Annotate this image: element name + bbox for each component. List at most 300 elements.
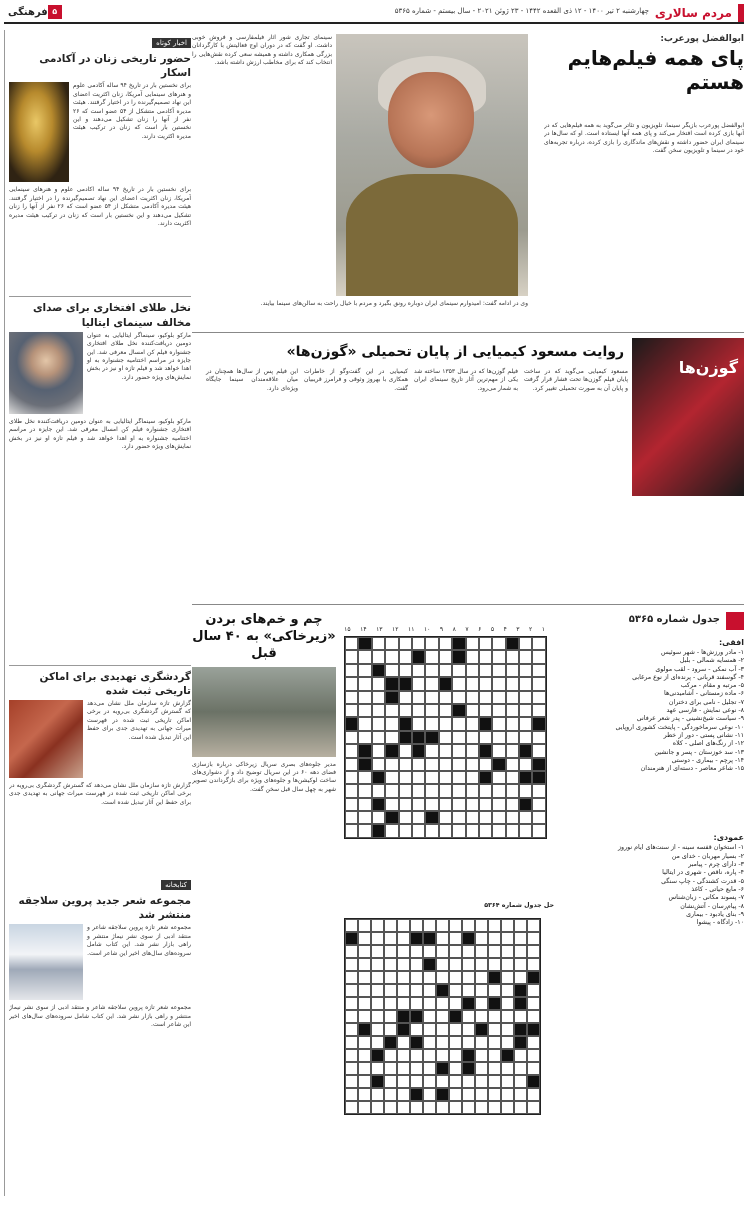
solution-cell[interactable] [384,1049,397,1062]
solution-cell[interactable] [410,997,423,1010]
solution-cell[interactable] [475,997,488,1010]
solution-cell[interactable] [501,1010,514,1023]
solution-cell[interactable] [397,932,410,945]
solution-cell[interactable] [384,1010,397,1023]
crossword-cell[interactable] [519,744,532,757]
solution-cell[interactable] [488,997,501,1010]
crossword-cell[interactable] [425,650,438,663]
crossword-cell[interactable] [358,650,371,663]
crossword-cell[interactable] [479,811,492,824]
crossword-cell[interactable] [532,744,545,757]
solution-cell[interactable] [423,1101,436,1114]
crossword-cell[interactable] [532,677,545,690]
solution-cell[interactable] [436,1010,449,1023]
solution-cell[interactable] [397,971,410,984]
solution-cell[interactable] [514,958,527,971]
solution-cell[interactable] [358,1010,371,1023]
solution-cell[interactable] [501,1101,514,1114]
solution-cell[interactable] [462,1101,475,1114]
crossword-cell[interactable] [385,744,398,757]
crossword-cell[interactable] [532,717,545,730]
crossword-cell[interactable] [466,704,479,717]
crossword-cell[interactable] [479,798,492,811]
solution-cell[interactable] [384,945,397,958]
solution-cell[interactable] [410,971,423,984]
solution-cell[interactable] [436,1075,449,1088]
crossword-cell[interactable] [506,664,519,677]
crossword-cell[interactable] [439,758,452,771]
solution-cell[interactable] [514,1023,527,1036]
crossword-cell[interactable] [479,717,492,730]
solution-cell[interactable] [462,984,475,997]
solution-cell[interactable] [514,932,527,945]
solution-cell[interactable] [475,1036,488,1049]
solution-cell[interactable] [410,945,423,958]
solution-cell[interactable] [449,984,462,997]
solution-cell[interactable] [436,971,449,984]
crossword-cell[interactable] [345,824,358,837]
crossword-cell[interactable] [492,664,505,677]
solution-cell[interactable] [358,984,371,997]
crossword-cell[interactable] [358,717,371,730]
solution-cell[interactable] [488,919,501,932]
solution-cell[interactable] [514,1088,527,1101]
solution-cell[interactable] [345,984,358,997]
crossword-cell[interactable] [425,744,438,757]
crossword-cell[interactable] [412,704,425,717]
crossword-cell[interactable] [519,731,532,744]
crossword-cell[interactable] [399,758,412,771]
crossword-cell[interactable] [479,650,492,663]
crossword-cell[interactable] [492,771,505,784]
crossword-cell[interactable] [506,744,519,757]
solution-cell[interactable] [397,1062,410,1075]
crossword-cell[interactable] [399,731,412,744]
solution-cell[interactable] [488,1023,501,1036]
crossword-cell[interactable] [345,664,358,677]
solution-cell[interactable] [397,1049,410,1062]
crossword-cell[interactable] [492,677,505,690]
solution-cell[interactable] [475,958,488,971]
crossword-cell[interactable] [466,677,479,690]
solution-cell[interactable] [501,932,514,945]
crossword-cell[interactable] [372,758,385,771]
solution-cell[interactable] [488,971,501,984]
solution-cell[interactable] [423,1088,436,1101]
crossword-cell[interactable] [492,731,505,744]
solution-cell[interactable] [475,1075,488,1088]
crossword-cell[interactable] [399,650,412,663]
solution-cell[interactable] [475,1023,488,1036]
crossword-cell[interactable] [425,704,438,717]
solution-cell[interactable] [488,1010,501,1023]
crossword-cell[interactable] [412,824,425,837]
solution-cell[interactable] [358,1101,371,1114]
crossword-cell[interactable] [479,744,492,757]
solution-cell[interactable] [501,1088,514,1101]
solution-cell[interactable] [475,1101,488,1114]
crossword-cell[interactable] [479,691,492,704]
crossword-cell[interactable] [466,691,479,704]
solution-cell[interactable] [371,1049,384,1062]
crossword-cell[interactable] [506,784,519,797]
crossword-cell[interactable] [452,650,465,663]
crossword-cell[interactable] [372,704,385,717]
solution-cell[interactable] [410,984,423,997]
solution-cell[interactable] [345,945,358,958]
solution-cell[interactable] [462,1062,475,1075]
crossword-cell[interactable] [466,771,479,784]
solution-cell[interactable] [371,932,384,945]
solution-cell[interactable] [423,984,436,997]
crossword-cell[interactable] [452,824,465,837]
crossword-cell[interactable] [385,811,398,824]
solution-cell[interactable] [397,1010,410,1023]
crossword-cell[interactable] [452,771,465,784]
solution-cell[interactable] [501,971,514,984]
crossword-cell[interactable] [506,717,519,730]
solution-cell[interactable] [410,958,423,971]
crossword-cell[interactable] [345,637,358,650]
crossword-cell[interactable] [385,824,398,837]
solution-cell[interactable] [475,919,488,932]
solution-cell[interactable] [397,1075,410,1088]
solution-cell[interactable] [527,1075,540,1088]
crossword-cell[interactable] [492,637,505,650]
solution-cell[interactable] [358,958,371,971]
crossword-cell[interactable] [345,704,358,717]
crossword-cell[interactable] [372,771,385,784]
solution-cell[interactable] [475,1049,488,1062]
crossword-cell[interactable] [358,744,371,757]
solution-cell[interactable] [514,919,527,932]
solution-cell[interactable] [345,1101,358,1114]
crossword-cell[interactable] [372,650,385,663]
solution-cell[interactable] [527,1088,540,1101]
solution-cell[interactable] [358,945,371,958]
crossword-cell[interactable] [358,677,371,690]
solution-cell[interactable] [449,919,462,932]
crossword-cell[interactable] [372,664,385,677]
crossword-cell[interactable] [399,784,412,797]
crossword-cell[interactable] [439,664,452,677]
solution-cell[interactable] [423,1062,436,1075]
solution-cell[interactable] [501,958,514,971]
crossword-cell[interactable] [532,811,545,824]
crossword-cell[interactable] [412,637,425,650]
crossword-cell[interactable] [399,664,412,677]
crossword-cell[interactable] [466,717,479,730]
crossword-cell[interactable] [358,731,371,744]
solution-cell[interactable] [410,919,423,932]
crossword-cell[interactable] [466,650,479,663]
crossword-cell[interactable] [439,784,452,797]
crossword-cell[interactable] [479,771,492,784]
crossword-cell[interactable] [519,798,532,811]
crossword-cell[interactable] [425,824,438,837]
crossword-cell[interactable] [412,731,425,744]
solution-cell[interactable] [514,997,527,1010]
crossword-cell[interactable] [492,824,505,837]
crossword-cell[interactable] [358,771,371,784]
solution-cell[interactable] [410,1010,423,1023]
crossword-cell[interactable] [439,771,452,784]
solution-cell[interactable] [462,1088,475,1101]
solution-cell[interactable] [384,1088,397,1101]
crossword-cell[interactable] [412,798,425,811]
crossword-cell[interactable] [372,798,385,811]
solution-cell[interactable] [527,1036,540,1049]
solution-cell[interactable] [514,1101,527,1114]
crossword-cell[interactable] [385,758,398,771]
crossword-cell[interactable] [532,637,545,650]
crossword-cell[interactable] [466,784,479,797]
solution-cell[interactable] [397,1101,410,1114]
crossword-cell[interactable] [479,704,492,717]
crossword-cell[interactable] [412,744,425,757]
solution-cell[interactable] [423,1023,436,1036]
solution-cell[interactable] [436,1101,449,1114]
crossword-cell[interactable] [492,691,505,704]
solution-cell[interactable] [436,945,449,958]
solution-cell[interactable] [423,945,436,958]
crossword-cell[interactable] [412,811,425,824]
crossword-cell[interactable] [439,811,452,824]
crossword-cell[interactable] [385,691,398,704]
solution-cell[interactable] [345,919,358,932]
crossword-cell[interactable] [412,771,425,784]
crossword-cell[interactable] [358,824,371,837]
solution-cell[interactable] [436,984,449,997]
solution-cell[interactable] [397,1036,410,1049]
crossword-cell[interactable] [399,744,412,757]
solution-cell[interactable] [462,1023,475,1036]
solution-cell[interactable] [371,997,384,1010]
solution-cell[interactable] [527,997,540,1010]
solution-cell[interactable] [475,1062,488,1075]
crossword-cell[interactable] [519,717,532,730]
crossword-cell[interactable] [345,731,358,744]
crossword-cell[interactable] [519,771,532,784]
crossword-cell[interactable] [519,637,532,650]
crossword-cell[interactable] [519,704,532,717]
solution-cell[interactable] [475,1010,488,1023]
crossword-cell[interactable] [452,811,465,824]
solution-cell[interactable] [423,1010,436,1023]
solution-cell[interactable] [488,1062,501,1075]
crossword-cell[interactable] [532,824,545,837]
crossword-cell[interactable] [439,691,452,704]
crossword-cell[interactable] [506,798,519,811]
solution-cell[interactable] [527,1062,540,1075]
solution-cell[interactable] [397,1088,410,1101]
solution-cell[interactable] [488,958,501,971]
solution-cell[interactable] [436,1036,449,1049]
crossword-cell[interactable] [452,744,465,757]
solution-cell[interactable] [527,945,540,958]
solution-cell[interactable] [514,1075,527,1088]
solution-cell[interactable] [527,932,540,945]
solution-cell[interactable] [384,1062,397,1075]
solution-cell[interactable] [501,1023,514,1036]
solution-cell[interactable] [475,932,488,945]
solution-cell[interactable] [462,1036,475,1049]
crossword-cell[interactable] [385,771,398,784]
crossword-cell[interactable] [506,758,519,771]
crossword-cell[interactable] [439,637,452,650]
solution-cell[interactable] [384,919,397,932]
crossword-cell[interactable] [452,637,465,650]
solution-cell[interactable] [397,945,410,958]
solution-cell[interactable] [410,1075,423,1088]
solution-cell[interactable] [423,971,436,984]
solution-cell[interactable] [475,945,488,958]
solution-cell[interactable] [371,1010,384,1023]
crossword-cell[interactable] [506,731,519,744]
solution-cell[interactable] [488,1049,501,1062]
solution-cell[interactable] [501,919,514,932]
solution-cell[interactable] [410,1023,423,1036]
crossword-cell[interactable] [358,784,371,797]
crossword-cell[interactable] [506,650,519,663]
solution-cell[interactable] [488,932,501,945]
solution-cell[interactable] [475,971,488,984]
solution-cell[interactable] [345,1010,358,1023]
crossword-cell[interactable] [399,637,412,650]
solution-cell[interactable] [423,919,436,932]
solution-cell[interactable] [449,1101,462,1114]
solution-cell[interactable] [423,1049,436,1062]
crossword-cell[interactable] [479,731,492,744]
solution-cell[interactable] [488,1036,501,1049]
solution-cell[interactable] [514,1049,527,1062]
solution-cell[interactable] [384,1075,397,1088]
crossword-cell[interactable] [492,811,505,824]
crossword-cell[interactable] [425,637,438,650]
solution-cell[interactable] [358,1023,371,1036]
crossword-cell[interactable] [479,824,492,837]
solution-cell[interactable] [423,997,436,1010]
crossword-cell[interactable] [439,744,452,757]
crossword-cell[interactable] [439,824,452,837]
crossword-cell[interactable] [345,758,358,771]
crossword-cell[interactable] [506,771,519,784]
crossword-cell[interactable] [385,637,398,650]
crossword-cell[interactable] [439,650,452,663]
crossword-cell[interactable] [492,784,505,797]
crossword-cell[interactable] [452,704,465,717]
crossword-cell[interactable] [385,717,398,730]
crossword-cell[interactable] [425,798,438,811]
crossword-cell[interactable] [506,691,519,704]
crossword-cell[interactable] [532,758,545,771]
crossword-cell[interactable] [345,784,358,797]
crossword-cell[interactable] [506,637,519,650]
crossword-cell[interactable] [385,664,398,677]
solution-cell[interactable] [397,997,410,1010]
solution-cell[interactable] [462,1010,475,1023]
crossword-cell[interactable] [425,717,438,730]
solution-cell[interactable] [410,1049,423,1062]
solution-cell[interactable] [462,945,475,958]
solution-cell[interactable] [501,997,514,1010]
crossword-cell[interactable] [399,704,412,717]
crossword-cell[interactable] [425,691,438,704]
solution-cell[interactable] [449,997,462,1010]
solution-cell[interactable] [488,984,501,997]
solution-cell[interactable] [436,958,449,971]
solution-cell[interactable] [488,945,501,958]
solution-cell[interactable] [358,1036,371,1049]
crossword-cell[interactable] [399,811,412,824]
solution-cell[interactable] [514,1036,527,1049]
solution-cell[interactable] [345,971,358,984]
crossword-cell[interactable] [492,704,505,717]
crossword-cell[interactable] [532,771,545,784]
crossword-cell[interactable] [385,731,398,744]
crossword-cell[interactable] [492,650,505,663]
solution-cell[interactable] [527,1101,540,1114]
crossword-cell[interactable] [412,650,425,663]
solution-cell[interactable] [371,984,384,997]
crossword-cell[interactable] [519,784,532,797]
crossword-cell[interactable] [506,811,519,824]
solution-cell[interactable] [436,932,449,945]
crossword-cell[interactable] [492,758,505,771]
crossword-cell[interactable] [452,758,465,771]
solution-cell[interactable] [449,1049,462,1062]
crossword-cell[interactable] [358,691,371,704]
solution-cell[interactable] [358,971,371,984]
solution-cell[interactable] [423,932,436,945]
crossword-cell[interactable] [425,758,438,771]
crossword-cell[interactable] [345,744,358,757]
crossword-cell[interactable] [372,691,385,704]
solution-cell[interactable] [501,984,514,997]
solution-cell[interactable] [358,1075,371,1088]
crossword-cell[interactable] [358,637,371,650]
solution-cell[interactable] [384,984,397,997]
crossword-cell[interactable] [399,798,412,811]
solution-cell[interactable] [462,1049,475,1062]
crossword-cell[interactable] [439,677,452,690]
crossword-cell[interactable] [425,731,438,744]
solution-cell[interactable] [527,1049,540,1062]
crossword-cell[interactable] [345,811,358,824]
crossword-cell[interactable] [425,811,438,824]
crossword-cell[interactable] [372,717,385,730]
crossword-cell[interactable] [479,784,492,797]
crossword-cell[interactable] [532,731,545,744]
solution-cell[interactable] [527,984,540,997]
crossword-cell[interactable] [479,664,492,677]
crossword-cell[interactable] [532,691,545,704]
solution-cell[interactable] [501,1049,514,1062]
crossword-cell[interactable] [452,798,465,811]
crossword-cell[interactable] [466,731,479,744]
crossword-cell[interactable] [412,677,425,690]
solution-cell[interactable] [501,1062,514,1075]
crossword-cell[interactable] [532,798,545,811]
crossword-cell[interactable] [466,798,479,811]
solution-cell[interactable] [345,1075,358,1088]
solution-cell[interactable] [449,1036,462,1049]
solution-cell[interactable] [462,932,475,945]
solution-cell[interactable] [358,997,371,1010]
crossword-cell[interactable] [492,717,505,730]
crossword-cell[interactable] [439,717,452,730]
solution-cell[interactable] [462,919,475,932]
